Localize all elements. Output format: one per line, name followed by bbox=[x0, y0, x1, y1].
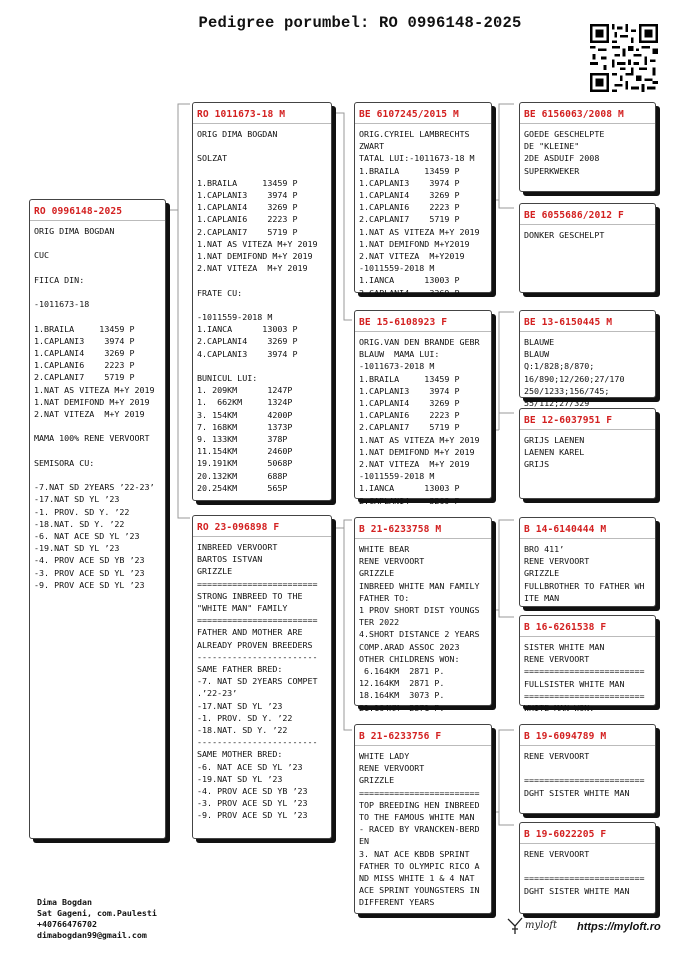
great-grandparent-text-2: DONKER GESCHELPT bbox=[524, 230, 605, 240]
great-grandparent-ring-6: B 16-6261538 F bbox=[520, 616, 655, 637]
subject-card[interactable] bbox=[29, 199, 166, 839]
subject-ring: RO 0996148-2025 bbox=[30, 200, 165, 221]
myloft-logo-icon bbox=[506, 916, 524, 936]
owner-phone: +40766476702 bbox=[37, 919, 97, 929]
page-title: Pedigree porumbel: RO 0996148-2025 bbox=[198, 14, 522, 32]
dam-sire-ring: B 21-6233758 M bbox=[355, 518, 491, 539]
sire-text: ORIG DIMA BOGDAN SOLZAT 1.BRAILA 13459 P 1.CAPLANI3 3974 P 1.CAPLANI4 3269 P 1.CAPLANI6 2223 P 2.CAPLANI7 5719 P 1.NAT AS VITEZA M+Y 2019 1.NAT DEMIFOND M+Y 2019 2.NAT VITEZA M+Y 2019 FRATE CU: -1011559-2018 M 1.IANCA 13003 P 2.CAPLANI4 3269 P 4.CAPLANI3 3974 P BUNICUL LUI: 1. 209KM 1247P 1. 662KM 1324P 3. 154KM 4200P 7. 168KM 1373P 9. 133KM 378P 11.154KM 2460P 19.191KM 5068P 20.132KM 688P 20.254KM 565P bbox=[197, 129, 318, 493]
great-grandparent-text-1: GOEDE GESCHELPTE DE "KLEINE" 2DE ASDUIF 2008 SUPERKWEKER bbox=[524, 129, 605, 176]
great-grandparent-card-7[interactable] bbox=[519, 724, 656, 814]
sire-sire-text: ORIG.CYRIEL LAMBRECHTS ZWART TATAL LUI:-1011673-18 M 1.BRAILA 13459 P 1.CAPLANI3 3974 P 1.CAPLANI4 3269 P 1.CAPLANI6 2223 P 2.CAPLANI7 5719 P 1.NAT AS VITEZA M+Y 2019 1.NAT DEMIFOND M+Y2019 2.NAT VITEZA M+Y2019 -1011559-2018 M 1.IANCA 13003 P 2.CAPLANI4 3269 P bbox=[359, 129, 480, 298]
sire-dam-card[interactable] bbox=[354, 310, 492, 506]
dam-dam-card[interactable] bbox=[354, 724, 492, 920]
dam-ring: RO 23-096898 F bbox=[193, 516, 331, 537]
owner-contact bbox=[37, 897, 157, 941]
great-grandparent-card-8[interactable] bbox=[519, 822, 656, 914]
great-grandparent-ring-2: BE 6055686/2012 F bbox=[520, 204, 655, 225]
owner-name: Dima Bogdan bbox=[37, 897, 92, 907]
great-grandparent-text-4: GRIJS LAENEN LAENEN KAREL GRIJS bbox=[524, 435, 585, 470]
dam-sire-text: WHITE BEAR RENE VERVOORT GRIZZLE INBREED WHITE MAN FAMILY FATHER TO: 1 PROV SHORT DIST YOUNGS TER 2022 4.SHORT DISTANCE 2 YEARS COMP.ARAD ASSOC 2023 OTHER CHILDRENS WON: 6.164KM 2871 P. 12.164KM 2871 P. 18.164KM 3073 P. 21.164KM 2871 P. bbox=[359, 544, 480, 713]
great-grandparent-ring-8: B 19-6022205 F bbox=[520, 823, 655, 844]
sire-sire-ring: BE 6107245/2015 M bbox=[355, 103, 491, 124]
dam-dam-text: WHITE LADY RENE VERVOORT GRIZZLE ======================== TOP BREEDING HEN INBREED TO THE FAMOUS WHITE MAN - RACED BY VRANCKEN-BERD EN 3. NAT ACE KBDB SPRINT FATHER TO OLYMPIC RICO A ND MISS WHITE 1 & 4 NAT ACE SPRINT YOUNGSTERS IN DIFFERENT YEARS ------------------------ bbox=[359, 751, 480, 920]
great-grandparent-card-3[interactable] bbox=[519, 310, 656, 409]
great-grandparent-ring-1: BE 6156063/2008 M bbox=[520, 103, 655, 124]
dam-dam-ring: B 21-6233756 F bbox=[355, 725, 491, 746]
sire-dam-ring: BE 15-6108923 F bbox=[355, 311, 491, 332]
owner-address: Sat Gageni, com.Paulesti bbox=[37, 908, 157, 918]
great-grandparent-card-6[interactable] bbox=[519, 615, 656, 714]
great-grandparent-card-4[interactable] bbox=[519, 408, 656, 499]
great-grandparent-card-2[interactable] bbox=[519, 203, 656, 293]
brand-footer bbox=[506, 918, 661, 940]
great-grandparent-ring-5: B 14-6140444 M bbox=[520, 518, 655, 539]
dam-sire-card[interactable] bbox=[354, 517, 492, 713]
great-grandparent-text-8: RENE VERVOORT ======================== DGHT SISTER WHITE MAN bbox=[524, 849, 645, 896]
great-grandparent-ring-3: BE 13-6150445 M bbox=[520, 311, 655, 332]
brand-url-link[interactable]: https://myloft.ro bbox=[577, 921, 661, 933]
great-grandparent-text-5: BRO 411’ RENE VERVOORT GRIZZLE FULLBROTHER TO FATHER WH ITE MAN bbox=[524, 544, 645, 603]
sire-dam-text: ORIG.VAN DEN BRANDE GEBR BLAUW MAMA LUI: -1011673-2018 M 1.BRAILA 13459 P 1.CAPLANI3 3974 P 1.CAPLANI4 3269 P 1.CAPLANI6 2223 P 2.CAPLANI7 5719 P 1.NAT AS VITEZA M+Y 2019 1.NAT DEMIFOND M+Y 2019 2.NAT VITEZA M+Y 2019 -1011559-2018 M 1.IANCA 13003 P 2.CAPLANI4 3269 P bbox=[359, 337, 480, 506]
subject-text: ORIG DIMA BOGDAN CUC FIICA DIN: -1011673-18 1.BRAILA 13459 P 1.CAPLANI3 3974 P 1.CAPLANI4 3269 P 1.CAPLANI6 2223 P 2.CAPLANI7 5719 P 1.NAT AS VITEZA M+Y 2019 1.NAT DEMIFOND M+Y 2019 2.NAT VITEZA M+Y 2019 MAMA 100% RENE VERVOORT SEMISORA CU: -7.NAT SD 2YEARS ’22-23’ -17.NAT SD YL ’23 -1. PROV. SD Y. ’22 -18.NAT. SD Y. ’22 -6. NAT ACE SD YL ’23 -19.NAT SD YL ’23 -4. PROV ACE SD YB ’23 -3. PROV ACE SD YL ’23 -9. PROV ACE SD YL ’23 bbox=[34, 226, 155, 590]
great-grandparent-card-5[interactable] bbox=[519, 517, 656, 607]
great-grandparent-text-6: SISTER WHITE MAN RENE VERVOORT ======================== FULLSISTER WHITE MAN ======================== WHITE MAN WON: bbox=[524, 642, 645, 714]
owner-email[interactable]: dimabogdan99@gmail.com bbox=[37, 930, 147, 940]
dam-text: INBREED VERVOORT BARTOS ISTVAN GRIZZLE ======================== STRONG INBREED TO THE "WHITE MAN" FAMILY ======================== FATHER AND MOTHER ARE ALREADY PROVEN BREEDERS ------------------------ SAME FATHER BRED: -7. NAT SD 2YEARS COMPET .’22-23’ -17.NAT SD YL ’23 -1. PROV. SD Y. ’22 -18.NAT. SD Y. ’22 ------------------------ SAME MOTHER BRED: -6. NAT ACE SD YL ’23 -19.NAT SD YL ’23 -4. PROV ACE SD YB ’23 -3. PROV ACE SD YL ’23 -9. PROV ACE SD YL ’23 bbox=[197, 542, 318, 821]
sire-card[interactable] bbox=[192, 102, 332, 501]
brand-logo-text: myloft bbox=[525, 920, 558, 931]
great-grandparent-text-3: BLAUWE BLAUW Q:1/828;8/870; 16/890;12/260;27/170 250/1233;156/745; 55/112;27/329 bbox=[524, 337, 625, 409]
great-grandparent-ring-7: B 19-6094789 M bbox=[520, 725, 655, 746]
great-grandparent-text-7: RENE VERVOORT ======================== DGHT SISTER WHITE MAN bbox=[524, 751, 645, 798]
great-grandparent-card-1[interactable] bbox=[519, 102, 656, 192]
dam-card[interactable] bbox=[192, 515, 332, 839]
great-grandparent-ring-4: BE 12-6037951 F bbox=[520, 409, 655, 430]
sire-sire-card[interactable] bbox=[354, 102, 492, 298]
sire-ring: RO 1011673-18 M bbox=[193, 103, 331, 124]
qr-code-icon bbox=[590, 24, 658, 92]
